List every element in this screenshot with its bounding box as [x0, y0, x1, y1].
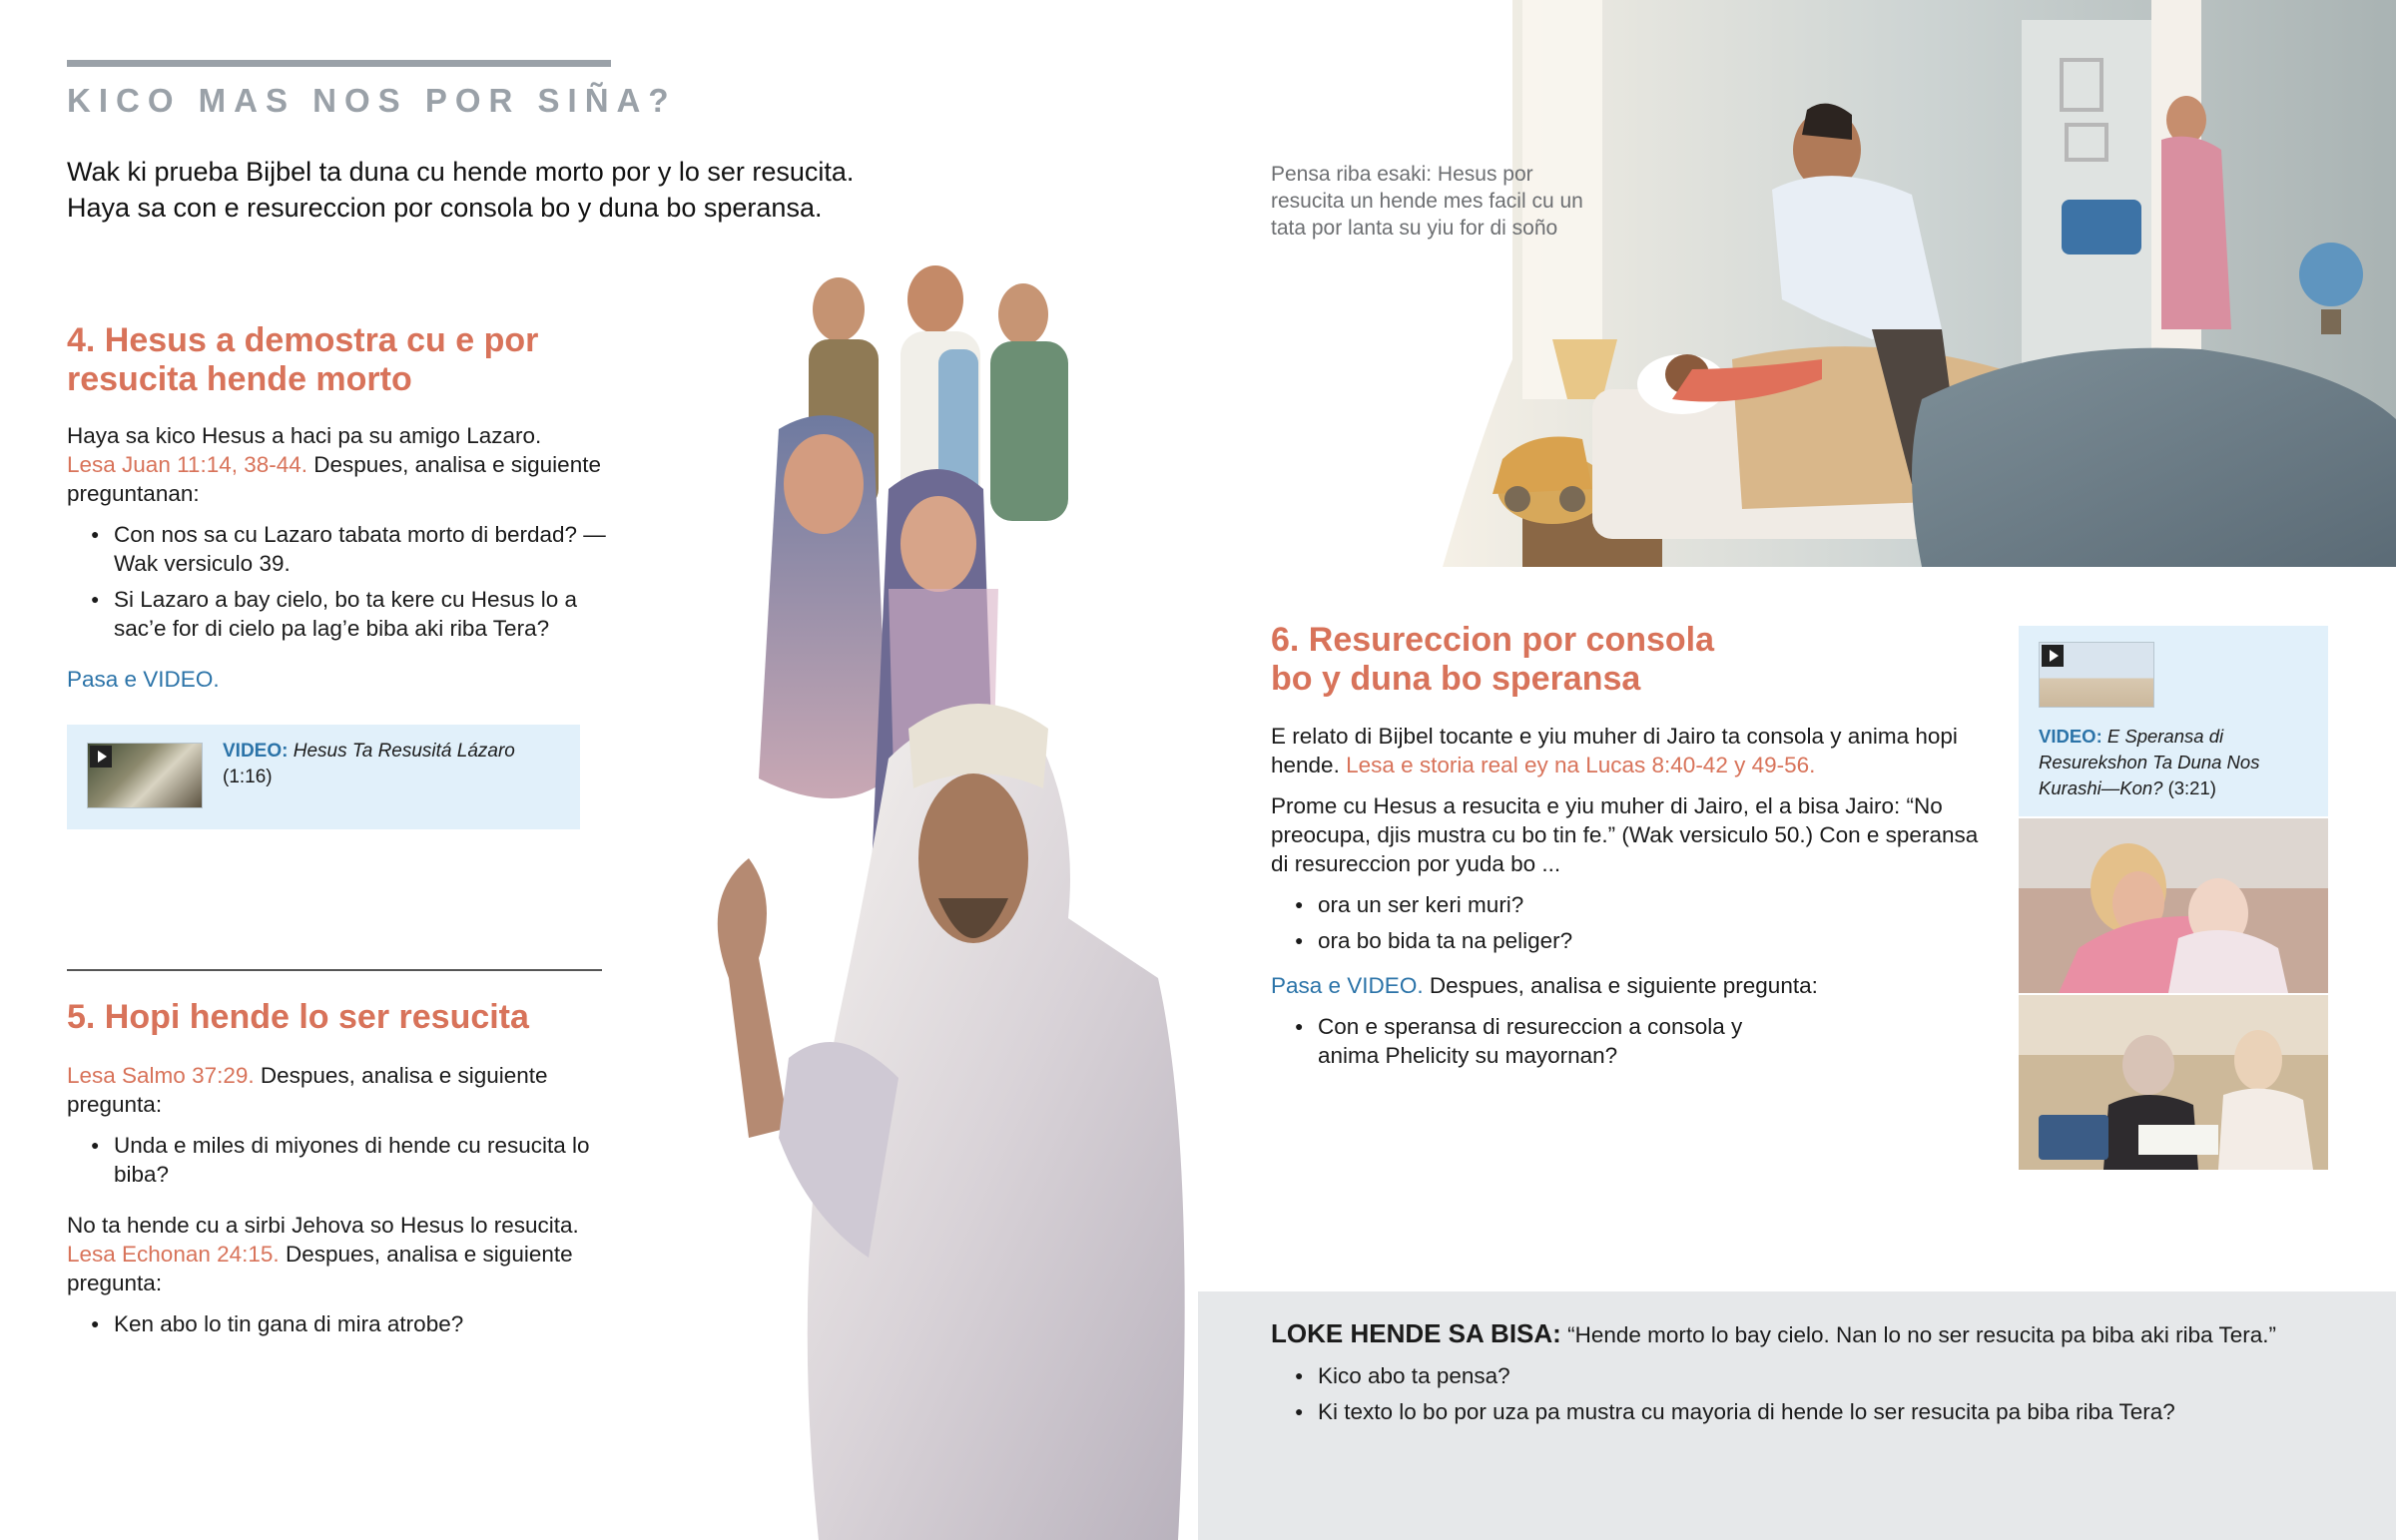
list-item: ● Con nos sa cu Lazaro tabata morto di berdad? —Wak versiculo 39. — [67, 520, 611, 578]
section-4-instruction — [67, 450, 611, 508]
section-6-heading-line-2: bo y duna bo speransa — [1271, 660, 1641, 698]
section-6-body — [1271, 722, 1985, 1077]
section-6-intro-text: E relato di Bijbel tocante e yiu muher di Jairo ta consola y anima hopi hende. — [1271, 724, 1958, 777]
section-6-instruction — [1271, 971, 1985, 1000]
section-5-text: No ta hende cu a sirbi Jehova so Hesus lo resucita. — [67, 1213, 579, 1238]
video-caption-lazaro — [223, 739, 562, 790]
section-5-instruction-1 — [67, 1061, 611, 1119]
video-label: VIDEO: — [223, 741, 289, 762]
section-5-body — [67, 1061, 611, 1345]
section-5-questions-2 — [67, 1309, 611, 1338]
lazarus-illustration — [639, 259, 1198, 1540]
header-rule — [67, 60, 611, 67]
intro-line-2: Haya sa con e resureccion por consola bo y duna bo speransa. — [67, 193, 823, 223]
video-caption-speransa — [2039, 724, 2318, 801]
pasa-video-link-6[interactable]: Pasa e VIDEO. — [1271, 973, 1424, 998]
video-duration: (1:16) — [223, 767, 273, 787]
list-item: ● Kico abo ta pensa? — [1271, 1361, 2379, 1390]
section-4-questions — [67, 520, 611, 643]
video-duration: (3:21) — [2167, 777, 2216, 798]
list-item: ● ora bo bida ta na peliger? — [1271, 926, 1985, 955]
common-belief-statement — [1271, 1319, 2379, 1349]
section-4-heading — [67, 321, 626, 399]
section-6-heading — [1271, 621, 1950, 699]
section-5-questions-1 — [67, 1131, 611, 1189]
list-item: ● Unda e miles di miyones di hende cu resucita lo biba? — [67, 1131, 611, 1189]
play-icon[interactable] — [90, 746, 112, 768]
video-card-speransa[interactable] — [2019, 626, 2328, 816]
page-kicker: KICO MAS NOS POR SIÑA? — [67, 82, 677, 119]
common-belief-questions — [1271, 1361, 2379, 1426]
video-thumbnail-speransa[interactable] — [2039, 642, 2154, 708]
play-icon[interactable] — [2042, 645, 2064, 667]
list-item: ● ora un ser keri muri? — [1271, 890, 1985, 919]
intro-text — [67, 154, 985, 226]
video-label: VIDEO: — [2039, 726, 2102, 747]
common-belief-quote: “Hende morto lo bay cielo. Nan lo no ser resucita pa biba aki riba Tera.” — [1560, 1322, 2277, 1347]
section-5-instruction-2-text: Despues, analisa e siguiente pregunta: — [67, 1242, 573, 1295]
common-belief-label: LOKE HENDE SA BISA: — [1271, 1318, 1561, 1348]
scripture-link-echonan[interactable]: Lesa Echonan 24:15. — [67, 1242, 280, 1267]
section-6-final-question — [1271, 1012, 1770, 1070]
hug-photo — [2019, 818, 2328, 993]
list-item: ● Con e speransa di resureccion a consola y anima Phelicity su mayornan? — [1271, 1012, 1770, 1070]
list-item: ● Ken abo lo tin gana di mira atrobe? — [67, 1309, 611, 1338]
illustration-caption: Pensa riba esaki: Hesus por resucita un hende mes facil cu un tata por lanta su yiu for di soño — [1271, 163, 1583, 240]
video-title: E Speransa di Resurekshon Ta Duna Nos Kurashi—Kon? — [2039, 726, 2260, 798]
section-6-questions — [1271, 890, 1985, 955]
list-item: ● Si Lazaro a bay cielo, bo ta kere cu Hesus lo a sac’e for di cielo pa lag’e biba aki riba Tera? — [67, 585, 611, 643]
pasa-video-link-4[interactable]: Pasa e VIDEO. — [67, 667, 220, 692]
section-6-text: Prome cu Hesus a resucita e yiu muher di Jairo, el a bisa Jairo: “No preocupa, djis mustra cu bo tin fe.” (Wak versiculo 50.) Con e speransa di resureccion por yuda bo ... — [1271, 793, 1979, 876]
section-4-instruction-text: Despues, analisa e siguiente preguntanan: — [67, 452, 601, 506]
intro-line-1: Wak ki prueba Bijbel ta duna cu hende morto por y lo ser resucita. — [67, 157, 855, 187]
section-4-body — [67, 421, 611, 694]
study-photo — [2019, 995, 2328, 1170]
section-4-intro: Haya sa kico Hesus a haci pa su amigo Lazaro. — [67, 423, 542, 448]
section-4-heading-line-1: 4. Hesus a demostra cu e por — [67, 321, 539, 359]
section-divider — [67, 969, 602, 971]
video-thumbnail-lazaro[interactable] — [87, 743, 203, 808]
section-6-heading-line-1: 6. Resureccion por consola — [1271, 621, 1715, 659]
section-5-instruction-2 — [67, 1240, 611, 1297]
common-belief-content — [1271, 1319, 2379, 1433]
section-5-heading: 5. Hopi hende lo ser resucita — [67, 998, 529, 1036]
scripture-link-lucas[interactable]: Lesa e storia real ey na Lucas 8:40-42 y 49-56. — [1346, 753, 1816, 777]
section-6-intro — [1271, 722, 1985, 779]
section-6-instruction-text: Despues, analisa e siguiente pregunta: — [1423, 973, 1818, 998]
section-5-instruction-1-text: Despues, analisa e siguiente pregunta: — [67, 1063, 548, 1117]
section-4-heading-line-2: resucita hende morto — [67, 360, 412, 398]
scripture-link-salmo[interactable]: Lesa Salmo 37:29. — [67, 1063, 255, 1088]
list-item: ● Ki texto lo bo por uza pa mustra cu mayoria di hende lo ser resucita pa biba riba Tera? — [1271, 1397, 2379, 1426]
video-title: Hesus Ta Resusitá Lázaro — [293, 741, 515, 762]
bedroom-illustration — [1443, 0, 2396, 567]
video-card-lazaro[interactable] — [67, 725, 580, 829]
scripture-link-juan[interactable]: Lesa Juan 11:14, 38-44. — [67, 452, 308, 477]
